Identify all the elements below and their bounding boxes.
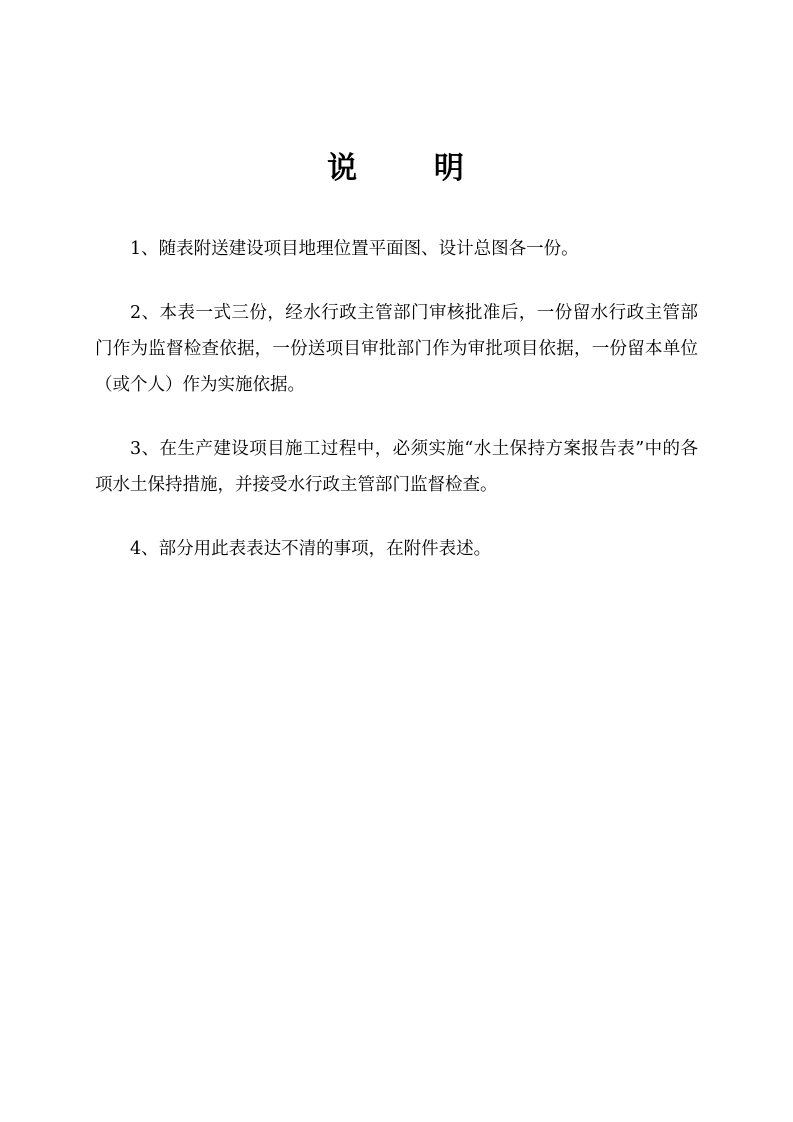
paragraph-1: 1、随表附送建设项目地理位置平面图、设计总图各一份。 [130,239,579,259]
paragraph-4: 4、部分用此表表达不清的事项，在附件表述。 [130,539,492,559]
document-body [95,231,698,567]
paragraph-2: 2、本表一式三份，经水行政主管部门审核批准后，一份留水行政主管部门作为监督检查依据，一份送项目审批部门作为审批项目依据，一份留本单位（或个人）作为实施依据。 [95,303,698,395]
paragraph-3: 3、在生产建设项目施工过程中，必须实施“水土保持方案报告表”中的各项水土保持措施，并接受水行政主管部门监督检查。 [95,439,698,495]
page-title: 说 明 [327,151,466,186]
